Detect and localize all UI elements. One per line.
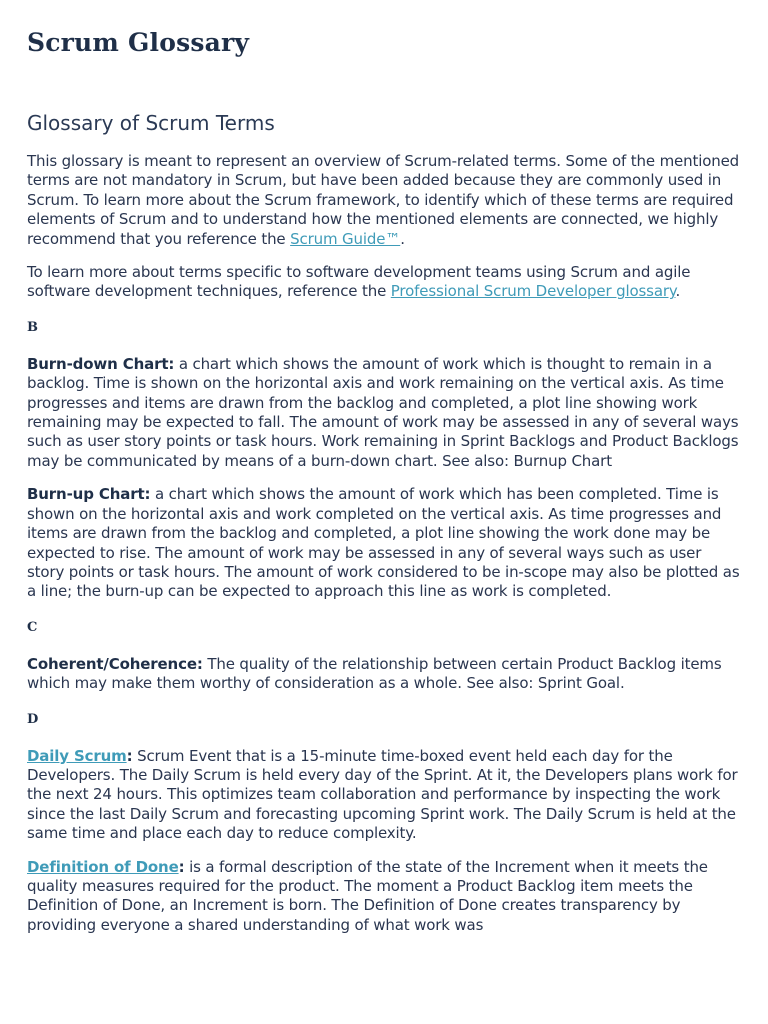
daily-scrum-colon: : (126, 746, 133, 765)
intro-text-2: To learn more about terms specific to software development teams using Scrum and agile software development techniques, reference the (27, 263, 691, 301)
section-letter-b: B (27, 319, 38, 335)
page-title: Scrum Glossary (27, 28, 250, 57)
definition-burn-down-chart: a chart which shows the amount of work which is thought to remain in a backlog. Time is shown on the horizontal axis and work remaining on the vertical axis. As time progresses and items are drawn from the backlog and completed, a plot line showing work remaining may be expected to fall. The amount of work may be assessed in any of several ways such as user story points or task hours. Work remaining in Sprint Backlogs and Product Backlogs may be communicated by means of a burn-down chart. See also: Burnup Chart (27, 354, 739, 470)
section-letter-d: D (27, 711, 39, 727)
glossary-body (27, 152, 743, 949)
intro-paragraph-2 (27, 263, 743, 302)
section-letter-c: C (27, 619, 38, 635)
entry-burn-up-chart (27, 485, 743, 601)
definition-of-done-link[interactable]: Definition of Done (27, 857, 179, 876)
page-subtitle: Glossary of Scrum Terms (27, 111, 275, 135)
term-burn-down-chart: Burn-down Chart: (27, 354, 175, 373)
entry-daily-scrum (27, 747, 743, 844)
definition-daily-scrum: Scrum Event that is a 15-minute time-boxed event held each day for the Developers. The Daily Scrum is held every day of the Sprint. At it, the Developers plans work for the next 24 hours. This optimizes team collaboration and performance by inspecting the work since the last Daily Scrum and forecasting upcoming Sprint work. The Daily Scrum is held at the same time and place each day to reduce complexity. (27, 746, 738, 843)
intro-end-2: . (675, 282, 681, 301)
definition-of-done-colon: : (178, 857, 185, 876)
psd-glossary-link[interactable]: Professional Scrum Developer glossary (390, 282, 676, 301)
intro-text-1: This glossary is meant to represent an overview of Scrum-related terms. Some of the mentioned terms are not mandatory in Scrum, but have been added because they are commonly used in Scrum. To learn more about the Scrum framework, to identify which of these terms are required elements of Scrum and to understand how the mentioned elements are connected, we highly recommend that you reference the (27, 152, 740, 248)
entry-definition-of-done (27, 858, 743, 936)
term-burn-up-chart: Burn-up Chart: (27, 485, 151, 504)
definition-burn-up-chart: a chart which shows the amount of work which has been completed. Time is shown on the horizontal axis and work completed on the vertical axis. As time progresses and items are drawn from the backlog and completed, a plot line showing the work done may be expected to rise. The amount of work may be assessed in any of several ways such as user story points or task hours. The amount of work considered to be in-scope may also be plotted as a line; the burn-up can be expected to approach this line as work is completed. (27, 485, 740, 601)
scrum-guide-link[interactable]: Scrum Guide™ (290, 229, 401, 248)
definition-coherence: The quality of the relationship between certain Product Backlog items which may make them worthy of consideration as a whole. See also: Sprint Goal. (27, 654, 722, 693)
term-coherence: Coherent/Coherence: (27, 654, 203, 673)
definition-definition-of-done: is a formal description of the state of the Increment when it meets the quality measures required for the product. The moment a Product Backlog item meets the Definition of Done, an Increment is born. The Definition of Done creates transparency by providing everyone a shared understanding of what work was (27, 857, 708, 934)
intro-paragraph-1 (27, 152, 743, 249)
intro-end-1: . (400, 229, 405, 248)
daily-scrum-link[interactable]: Daily Scrum (27, 746, 127, 765)
entry-coherence (27, 655, 743, 694)
entry-burn-down-chart (27, 355, 743, 471)
